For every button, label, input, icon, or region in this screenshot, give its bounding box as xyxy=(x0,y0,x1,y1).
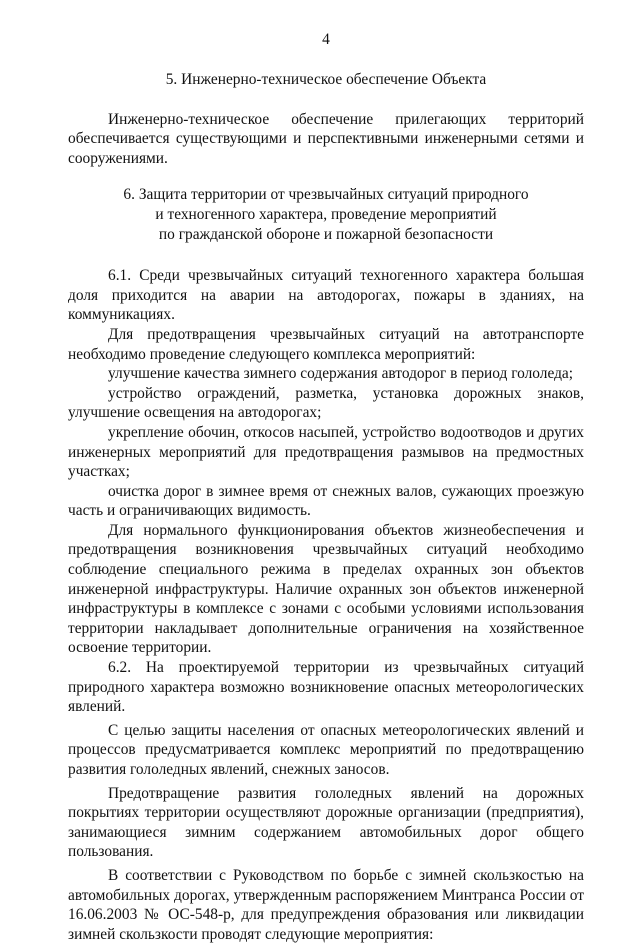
section-6-title-line-1: 6. Защита территории от чрезвычайных ситуаций природного xyxy=(123,186,529,204)
paragraph-population-protection: С целью защиты населения от опасных метеорологических явлений и процессов предусматривается комплекс мероприятий по предотвращению развития гололедных явлений, снежных заносов. xyxy=(68,721,584,778)
paragraph-mintrans-guidance: В соответствии с Руководством по борьбе с зимней скользкостью на автомобильных дорогах, утвержденным распоряжением Минтранса России от 16.06.2003 № ОС-548-р, для предупреждения образования или ликвидации зимней скользкости проводят следующие мероприятия: xyxy=(68,866,584,943)
page-number: 4 xyxy=(322,31,330,48)
paragraph-ice-prevention: Предотвращение развития гололедных явлений на дорожных покрытиях территории осуществляют дорожные организации (предприятия), занимающиеся зимним содержанием автомобильных дорог общего пользования. xyxy=(68,784,584,861)
section-6-title-line-2: и техногенного характера, проведение мероприятий xyxy=(155,205,497,223)
list-item-snow-clearing: очистка дорог в зимнее время от снежных валов, сужающих проезжую часть и ограничивающих видимость. xyxy=(68,482,584,520)
paragraph-protection-zones: Для нормального функционирования объектов жизнеобеспечения и предотвращения возникновения чрезвычайных ситуаций необходимо соблюдение специального режима в пределах охранных зон объектов инженерной инфраструктуры. Наличие охранных зон объектов инженерной инфраструктуры в комплексе с зонами с особыми условиями использования территории накладывает дополнительные ограничения на хозяйственное освоение территории. xyxy=(68,521,584,657)
list-item-shoulder-reinforcement: укрепление обочин, откосов насыпей, устройство водоотводов и других инженерных мероприятий для предотвращения размывов на предмостных участках; xyxy=(68,423,584,481)
paragraph-6-1: 6.1. Среди чрезвычайных ситуаций техногенного характера большая доля приходится на аварии на автодорогах, пожары в зданиях, на коммуникациях. xyxy=(68,267,584,324)
paragraph-6-2: 6.2. На проектируемой территории из чрезвычайных ситуаций природного характера возможно возникновение опасных метеорологических явлений. xyxy=(68,659,584,716)
section-6-title xyxy=(68,185,584,244)
section-6-title-line-3: по гражданской обороне и пожарной безопасности xyxy=(158,225,494,243)
section-5-title: 5. Инженерно-техническое обеспечение Объекта xyxy=(165,71,487,88)
section-5-paragraph: Инженерно-техническое обеспечение прилегающих территорий обеспечивается существующими и перспективными инженерными сетями и сооружениями. xyxy=(68,110,584,167)
document-page xyxy=(68,30,584,944)
list-item-fencing-marking: устройство ограждений, разметка, установка дорожных знаков, улучшение освещения на автодорогах; xyxy=(68,384,584,422)
paragraph-road-measures-intro: Для предотвращения чрезвычайных ситуаций на автотранспорте необходимо проведение следующего комплекса мероприятий: xyxy=(68,325,584,363)
list-item-winter-maintenance: улучшение качества зимнего содержания автодорог в период гололеда; xyxy=(108,365,574,383)
